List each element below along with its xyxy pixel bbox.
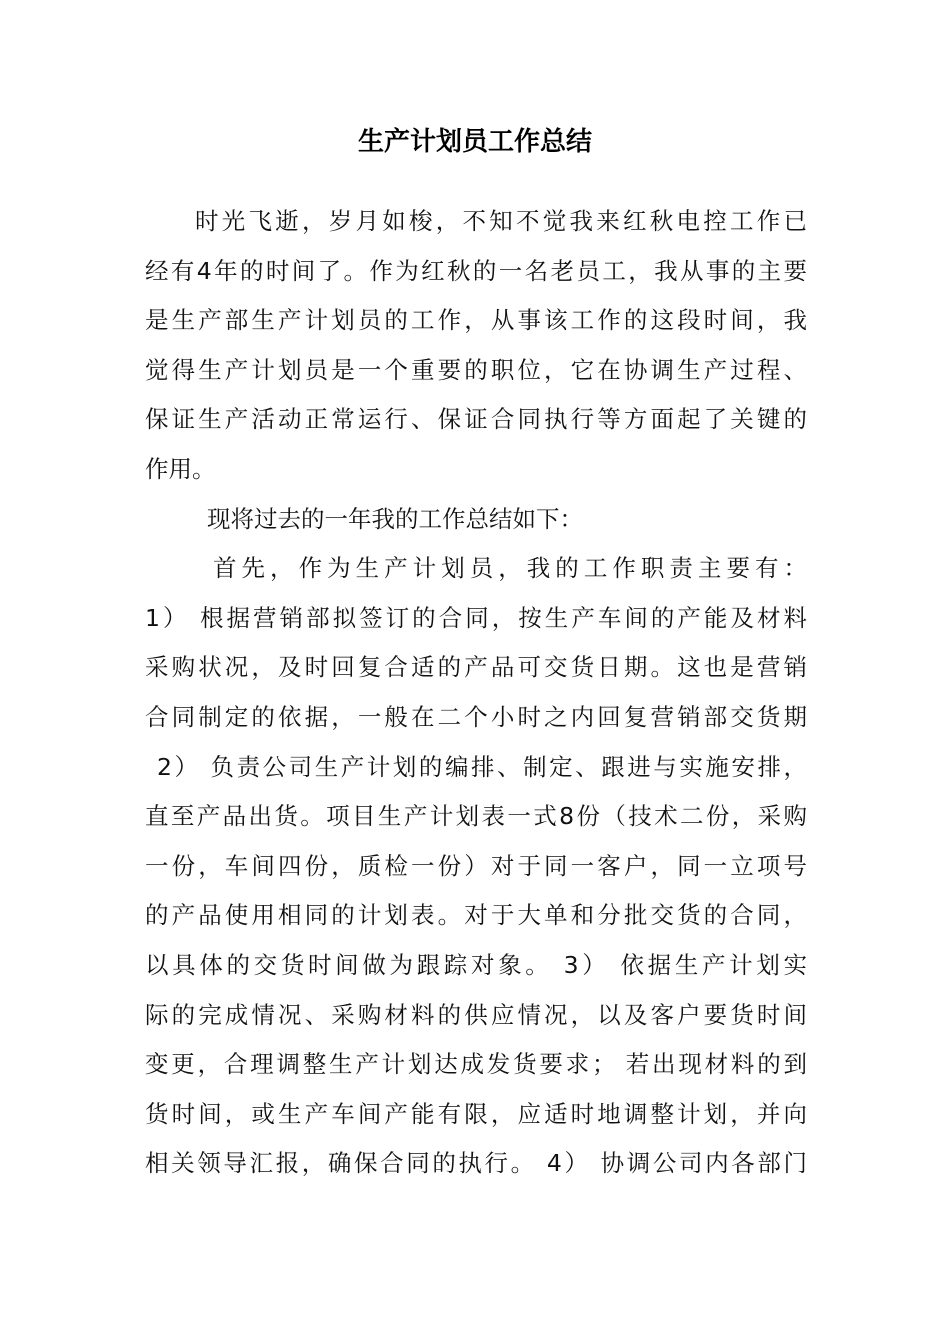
- paragraph-line: 合同制定的依据，一般在二个小时之内回复营销部交货期: [145, 702, 807, 731]
- paragraph-line: 际的完成情况、采购材料的供应情况，以及客户要货时间: [145, 1000, 807, 1029]
- list-item-line: 2） 负责公司生产计划的编排、制定、跟进与实施安排，: [157, 752, 807, 781]
- paragraph-line: 现将过去的一年我的工作总结如下：: [207, 504, 583, 533]
- paragraph-line: 一份，车间四份，质检一份）对于同一客户，同一立项号: [145, 851, 807, 880]
- paragraph-line: 相关领导汇报，确保合同的执行。 4） 协调公司内各部门: [145, 1149, 807, 1178]
- list-item-line: 1） 根据营销部拟签订的合同，按生产车间的产能及材料: [145, 603, 807, 632]
- paragraph-line: 直至产品出货。项目生产计划表一式8份（技术二份，采购: [145, 802, 807, 831]
- paragraph-line: 经有4年的时间了。作为红秋的一名老员工，我从事的主要: [145, 256, 807, 285]
- paragraph-line: 的产品使用相同的计划表。对于大单和分批交货的合同，: [145, 901, 807, 930]
- paragraph-line: 作用。: [145, 454, 216, 483]
- paragraph-line: 货时间，或生产车间产能有限，应适时地调整计划，并向: [145, 1099, 807, 1128]
- document-title: 生产计划员工作总结: [357, 127, 592, 157]
- document-body: [145, 197, 807, 1189]
- paragraph-line: 觉得生产计划员是一个重要的职位，它在协调生产过程、: [145, 355, 807, 384]
- paragraph-line: 采购状况，及时回复合适的产品可交货日期。这也是营销: [145, 653, 807, 682]
- paragraph-line: 变更，合理调整生产计划达成发货要求； 若出现材料的到: [145, 1050, 807, 1079]
- paragraph-line: 是生产部生产计划员的工作，从事该工作的这段时间，我: [145, 306, 807, 335]
- paragraph-line: 时光飞逝，岁月如梭，不知不觉我来红秋电控工作已: [195, 207, 807, 235]
- paragraph-line: 以具体的交货时间做为跟踪对象。 3） 依据生产计划实: [145, 950, 807, 979]
- paragraph-line: 保证生产活动正常运行、保证合同执行等方面起了关键的: [145, 405, 807, 434]
- paragraph-line: 首先，作为生产计划员，我的工作职责主要有：: [213, 554, 807, 583]
